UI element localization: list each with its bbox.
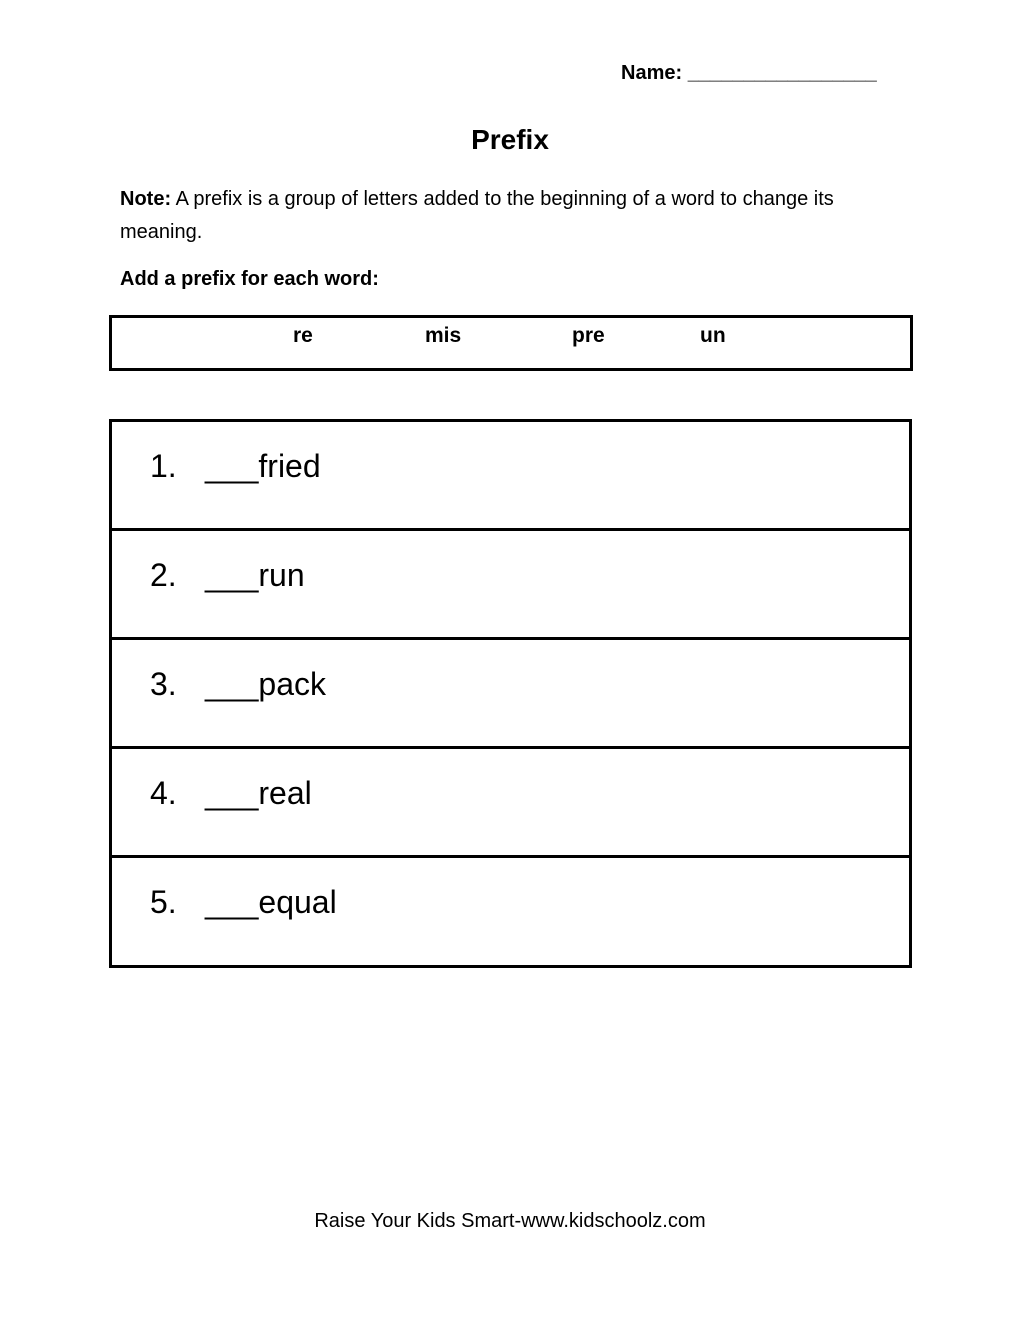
prefix-word-bank — [109, 315, 913, 371]
row-word: ___pack — [205, 666, 326, 702]
row-number: 2. — [150, 557, 177, 593]
row-number: 1. — [150, 448, 177, 484]
row-number: 3. — [150, 666, 177, 702]
name-label: Name: — [621, 62, 683, 84]
prefix-mis: mis — [425, 324, 462, 347]
word-row — [112, 858, 909, 965]
row-number: 4. — [150, 775, 177, 811]
name-field — [621, 62, 877, 85]
row-number: 5. — [150, 884, 177, 920]
row-word: ___real — [205, 775, 312, 811]
prefix-un: un — [700, 324, 726, 347]
name-blank: _________________ — [687, 62, 877, 84]
row-word: ___equal — [205, 884, 337, 920]
note-paragraph — [120, 183, 920, 249]
footer-credit: Raise Your Kids Smart-www.kidschoolz.com — [314, 1210, 706, 1232]
row-word: ___run — [205, 557, 305, 593]
row-word: ___fried — [205, 448, 321, 484]
note-text: A prefix is a group of letters added to the beginning of a word to change its meaning. — [120, 188, 834, 243]
prefix-re: re — [293, 324, 313, 347]
word-row — [112, 531, 909, 640]
word-table — [109, 419, 912, 968]
word-row — [112, 749, 909, 858]
instruction-text: Add a prefix for each word: — [120, 268, 379, 290]
word-row — [112, 640, 909, 749]
note-label: Note: — [120, 188, 172, 210]
prefix-pre: pre — [572, 324, 605, 347]
word-row — [112, 422, 909, 531]
page-title: Prefix — [471, 124, 549, 155]
